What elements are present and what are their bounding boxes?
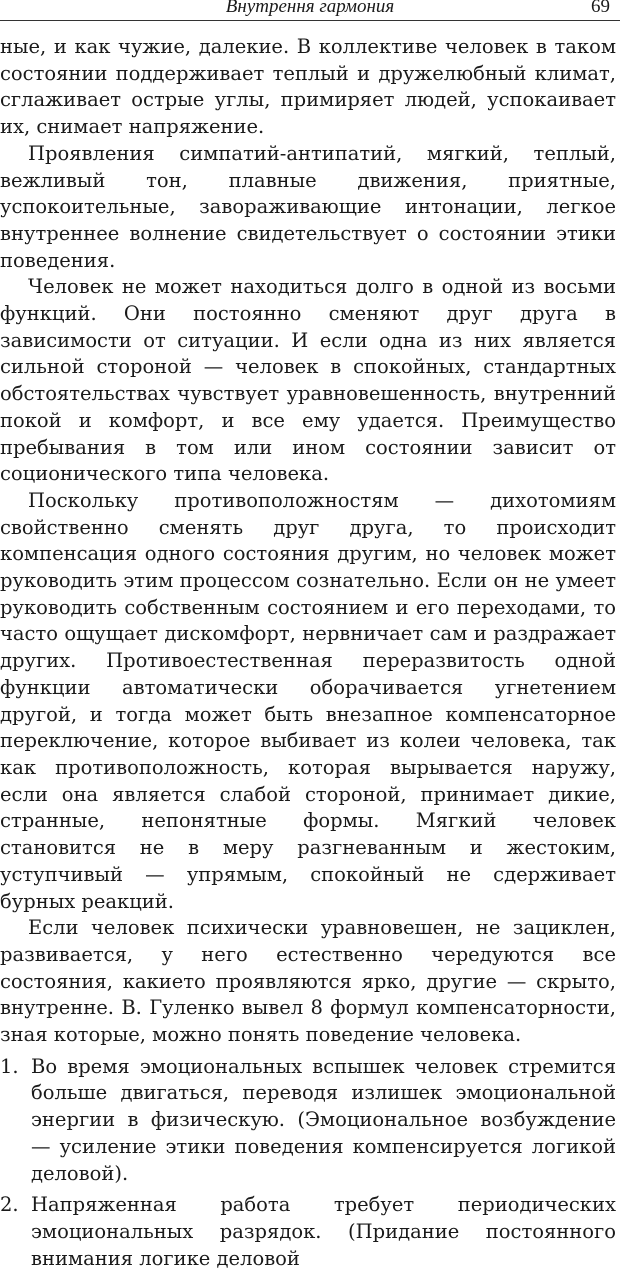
running-header: [0, 0, 620, 24]
list-item: [0, 1192, 616, 1272]
list-item-number: 1.: [0, 1054, 19, 1078]
paragraph: Если человек психически уравновешен, не зациклен, развивается, у него естественно чередуются все состояния, какието проявляются ярко, другие — скрыто, внутренне. В. Гуленко вывел 8 формул компенсаторности, зная которые, можно понять поведение человека.: [0, 916, 616, 1047]
page-number: 69: [591, 0, 610, 17]
numbered-list: [0, 1054, 616, 1272]
paragraph-continued: ные, и как чужие, далекие. В коллективе человек в таком состоянии поддерживает теплый и дружелюбный климат, сглаживает острые углы, примиряет людей, успокаивает их, снимает напряжение.: [0, 35, 616, 139]
list-item-number: 2.: [0, 1193, 19, 1217]
running-title: Внутрення гармония: [225, 0, 395, 17]
paragraph: Поскольку противоположностям — дихотомиям свойственно сменять друг друга, то происходит компенсация одного состояния другим, но человек может руководить этим процессом сознательно. Если он не умеет руководить собственным состоянием и его переходами, то часто ощущает дискомфорт, нервничает сам и раздражает других. Противоестественная переразвитость одной функции автоматически оборачивается угнетением другой, и тогда может быть внезапное компенсаторное переключение, которое выбивает из колеи человека, так как противоположность, которая вырывается наружу, если она является слабой стороной, принимает дикие, странные, непонятные формы. Мягкий человек становится не в меру разгневанным и жестоким, уступчивый — упрямым, спокойный не сдерживает бурных реакций.: [0, 488, 616, 913]
header-rule: [0, 20, 620, 21]
paragraph: Проявления симпатий-антипатий, мягкий, теплый, вежливый тон, плавные движения, приятные, успокоительные, завораживающие интонации, легкое внутреннее волнение свидетельствует о состоянии этики поведения.: [0, 141, 616, 272]
body-text: [0, 34, 616, 1272]
list-item-text: Во время эмоциональных вспышек человек стремится больше двигаться, переводя излишек эмоциональной энергии в физическую. (Эмоциональное возбуждение — усиление этики поведения компенсируется логикой деловой).: [31, 1054, 616, 1185]
paragraph: Человек не может находиться долго в одной из восьми функций. Они постоянно сменяют друг друга в зависимости от ситуации. И если одна из них является сильной стороной — человек в спокойных, стандартных обстоятельствах чувствует уравновешенность, внутренний покой и комфорт, и все ему удается. Преимущество пребывания в том или ином состоянии зависит от соционического типа человека.: [0, 275, 616, 486]
list-item-text: Напряженная работа требует периодических эмоциональных разрядок. (Придание постоянного внимания логике деловой: [31, 1193, 616, 1270]
list-item: [0, 1054, 616, 1188]
